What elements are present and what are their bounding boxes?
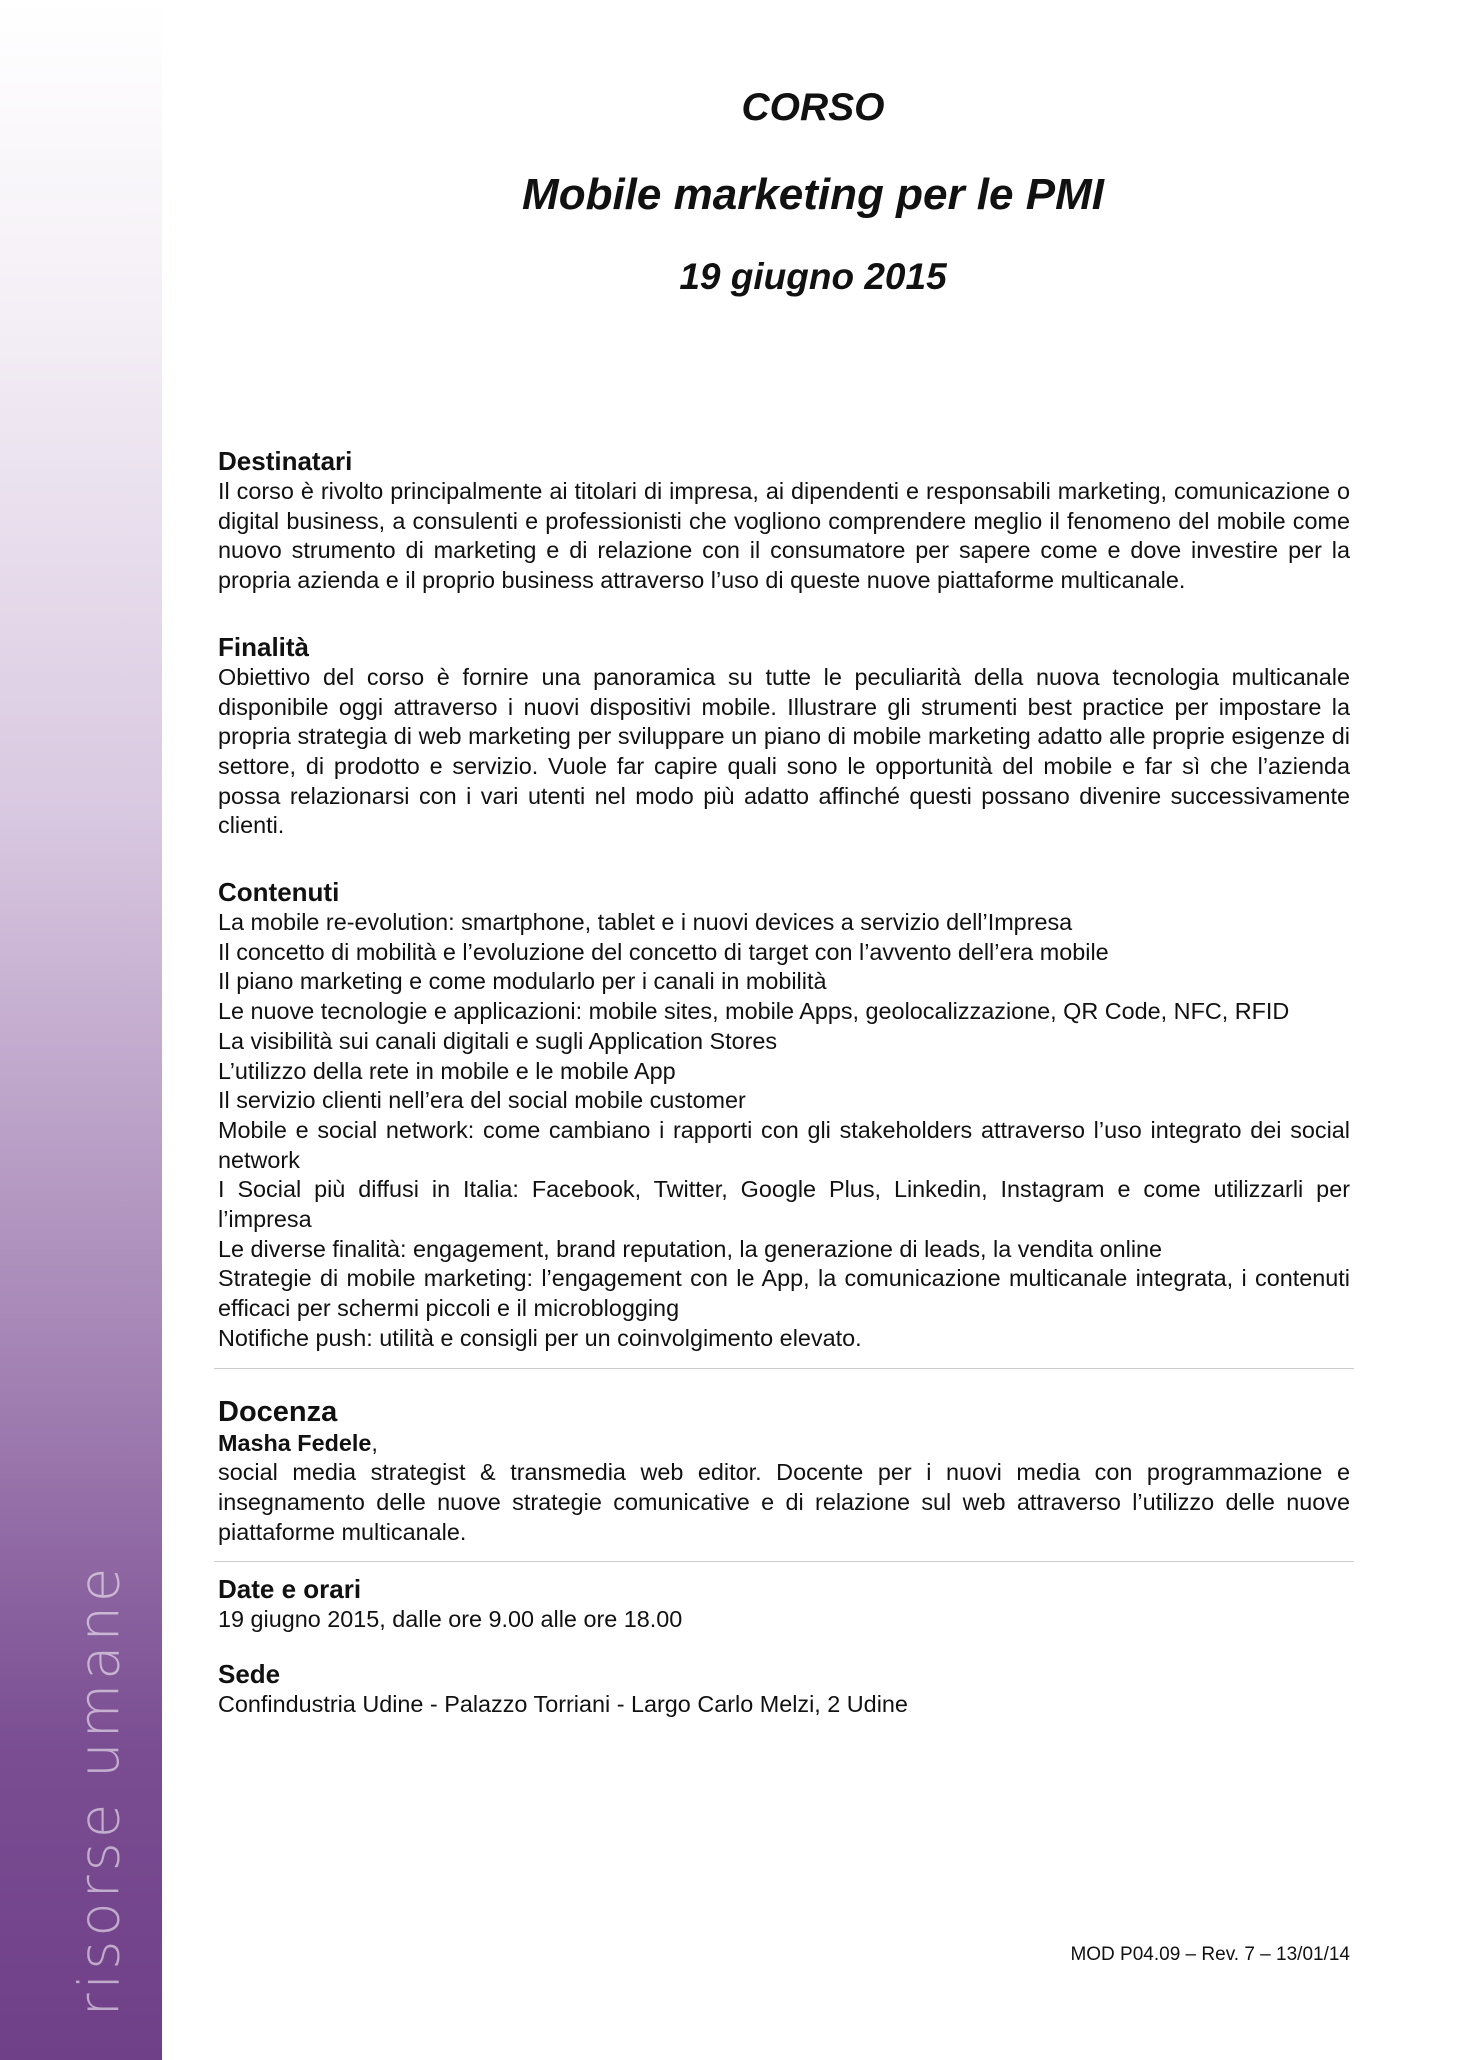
docente-name-suffix: ,: [371, 1429, 378, 1456]
side-vertical-text: risorse umane: [67, 1563, 133, 2017]
section-title-date-orari: Date e orari: [218, 1574, 362, 1605]
header-label: CORSO: [741, 86, 885, 129]
contenuti-item: Il piano marketing e come modularlo per i canali in mobilità: [218, 968, 827, 995]
docente-line: [218, 1429, 1350, 1459]
sede-text: Confindustria Udine - Palazzo Torriani - Largo Carlo Melzi, 2 Udine: [218, 1691, 908, 1718]
main-content: [218, 446, 1350, 1720]
divider: [214, 1368, 1354, 1369]
contenuti-item: I Social più diffusi in Italia: Facebook, Twitter, Google Plus, Linkedin, Instagram e come utilizzarli per l’impresa: [218, 1176, 1350, 1233]
page-title: Mobile marketing per le PMI: [522, 170, 1104, 219]
finalita-text: Obiettivo del corso è fornire una panoramica su tutte le peculiarità della nuova tecnologia multicanale disponibile oggi attraverso i nuovi dispositivi mobile. Illustrare gli strumenti best practice per impostare la propria strategia di web marketing per sviluppare un piano di mobile marketing adatto alle proprie esigenze di settore, di prodotto e servizio. Vuole far capire quali sono le opportunità del mobile e far sì che l’azienda possa relazionarsi con i vari utenti nel modo più adatto affinché questi possano divenire successivamente clienti.: [218, 663, 1350, 839]
section-title-docenza: Docenza: [218, 1395, 338, 1428]
contenuti-item: Le diverse finalità: engagement, brand reputation, la generazione di leads, la vendita online: [218, 1235, 1163, 1262]
section-finalita: [218, 632, 1350, 841]
docente-name: Masha Fedele: [218, 1429, 372, 1456]
section-destinatari: [218, 446, 1350, 596]
section-sede: [218, 1659, 1350, 1720]
contenuti-item: Strategie di mobile marketing: l’engagement con le App, la comunicazione multicanale integrata, i contenuti efficaci per schermi piccoli e il microblogging: [218, 1265, 1350, 1322]
docenza-text: social media strategist & transmedia web editor. Docente per i nuovi media con programmazione e insegnamento delle nuove strategie comunicative e di relazione sul web attraverso l’utilizzo delle nuove piattaforme multicanale.: [218, 1459, 1350, 1545]
contenuti-item: Notifiche push: utilità e consigli per un coinvolgimento elevato.: [218, 1324, 862, 1351]
contenuti-item: L’utilizzo della rete in mobile e le mobile App: [218, 1057, 676, 1084]
contenuti-item: Il concetto di mobilità e l’evoluzione del concetto di target con l’avvento dell’era mobile: [218, 938, 1109, 965]
contenuti-item: Il servizio clienti nell’era del social mobile customer: [218, 1087, 746, 1114]
contenuti-item: La visibilità sui canali digitali e sugli Application Stores: [218, 1027, 778, 1054]
footer-code: MOD P04.09 – Rev. 7 – 13/01/14: [1070, 1944, 1350, 1965]
section-contenuti: [218, 877, 1350, 1354]
contenuti-item: Mobile e social network: come cambiano i rapporti con gli stakeholders attraverso l’uso integrato dei social network: [218, 1116, 1350, 1173]
header-date: 19 giugno 2015: [679, 256, 947, 297]
section-title-sede: Sede: [218, 1659, 281, 1690]
contenuti-item: La mobile re-evolution: smartphone, tablet e i nuovi devices a servizio dell’Impresa: [218, 909, 1073, 936]
date-orari-text: 19 giugno 2015, dalle ore 9.00 alle ore 18.00: [218, 1606, 683, 1633]
section-title-destinatari: Destinatari: [218, 446, 353, 476]
destinatari-text: Il corso è rivolto principalmente ai titolari di impresa, ai dipendenti e responsabili marketing, comunicazione o digital business, a consulenti e professionisti che vogliono comprendere meglio il fenomeno del mobile come nuovo strumento di marketing e di relazione con il consumatore per sapere come e dove investire per la propria azienda e il proprio business attraverso l’uso di queste nuove piattaforme multicanale.: [218, 478, 1350, 594]
divider: [214, 1561, 1354, 1562]
section-title-contenuti: Contenuti: [218, 877, 340, 908]
contenuti-item: Le nuove tecnologie e applicazioni: mobile sites, mobile Apps, geolocalizzazione, QR Code, NFC, RFID: [218, 998, 1290, 1025]
section-title-finalita: Finalità: [218, 631, 310, 662]
section-date-orari: [218, 1574, 1350, 1635]
section-docenza: [218, 1395, 1350, 1548]
